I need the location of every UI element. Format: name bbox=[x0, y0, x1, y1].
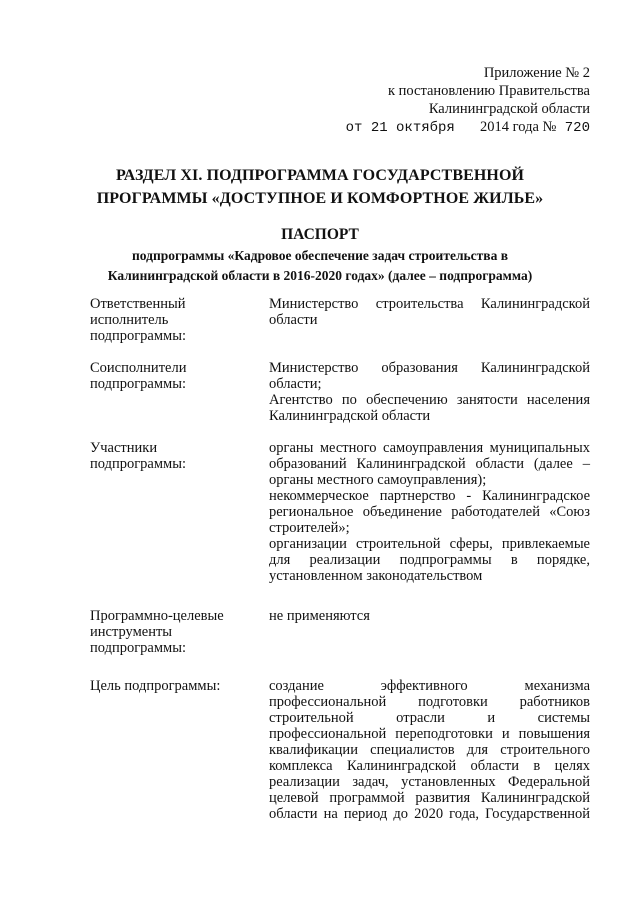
appendix-number: 720 bbox=[564, 120, 590, 136]
row-value-line: региональное объединение работодателей «Союз bbox=[269, 504, 590, 520]
row-label bbox=[90, 608, 250, 656]
passport-subtitle bbox=[60, 246, 580, 286]
row-label-line: Соисполнители bbox=[90, 360, 187, 376]
row-value-line: комплекса Калининградской области в целях bbox=[269, 758, 590, 774]
row-value-line: целевой программой развития Калининградской bbox=[269, 790, 590, 806]
row-label-line: исполнитель bbox=[90, 312, 169, 328]
row-value-line: установленном законодательством bbox=[269, 568, 483, 584]
passport-title: ПАСПОРТ bbox=[281, 226, 359, 243]
appendix-line-3: Калининградской области bbox=[428, 101, 590, 117]
section-title-line-2: ПРОГРАММЫ «ДОСТУПНОЕ И КОМФОРТНОЕ ЖИЛЬЕ» bbox=[96, 190, 544, 207]
row-value-line: профессиональной подготовки работников bbox=[269, 694, 590, 710]
row-label bbox=[90, 296, 250, 344]
section-title-line-1: РАЗДЕЛ XI. ПОДПРОГРАММА ГОСУДАРСТВЕННОЙ bbox=[115, 167, 525, 184]
row-label-line: инструменты bbox=[90, 624, 173, 640]
passport-subtitle-line-1: подпрограммы «Кадровое обеспечение задач строительства в bbox=[131, 248, 508, 263]
row-value-line: области на период до 2020 года, Государственной bbox=[269, 806, 590, 822]
row-label-line: подпрограммы: bbox=[90, 328, 186, 344]
row-value-line: реализации задач, установленных Федеральной bbox=[269, 774, 590, 790]
row-value-line: не применяются bbox=[269, 608, 370, 624]
row-value bbox=[269, 678, 590, 822]
row-value-line: Калининградской области bbox=[269, 408, 431, 424]
row-value bbox=[269, 608, 590, 624]
row-value-line: создание эффективного механизма bbox=[269, 678, 590, 694]
row-value-line: строительной отрасли и системы bbox=[269, 710, 590, 726]
row-value-line: Агентство по обеспечению занятости населения bbox=[269, 392, 590, 408]
row-value bbox=[269, 296, 590, 328]
row-value-line: области bbox=[269, 312, 318, 328]
row-value bbox=[269, 440, 590, 584]
row-value-line: органы местного самоуправления); bbox=[269, 472, 487, 488]
row-value-line: квалификации специалистов для строительного bbox=[269, 742, 590, 758]
row-label-line: подпрограммы: bbox=[90, 456, 186, 472]
row-label-line: Ответственный bbox=[90, 296, 186, 312]
row-value-line: для реализации подпрограммы в порядке, bbox=[269, 552, 590, 568]
appendix-line-2: к постановлению Правительства bbox=[388, 83, 590, 99]
row-label-line: подпрограммы: bbox=[90, 640, 186, 656]
row-value-line: организации строительной сферы, привлекаемые bbox=[269, 536, 590, 552]
appendix-year: 2014 года № bbox=[480, 119, 557, 135]
row-label-line: Цель подпрограммы: bbox=[90, 678, 221, 694]
row-value-line: органы местного самоуправления муниципальных bbox=[269, 440, 590, 456]
row-value-line: профессиональной переподготовки и повышения bbox=[269, 726, 590, 742]
row-value-line: области; bbox=[269, 376, 322, 392]
row-label-line: Участники bbox=[90, 440, 158, 456]
appendix-line-1: Приложение № 2 bbox=[483, 65, 590, 81]
section-title bbox=[60, 164, 580, 210]
appendix-date: от 21 октября bbox=[345, 120, 455, 136]
appendix-block bbox=[330, 64, 590, 137]
row-label-line: Программно-целевые bbox=[90, 608, 224, 624]
row-label-line: подпрограммы: bbox=[90, 376, 186, 392]
row-value-line: строителей»; bbox=[269, 520, 350, 536]
row-label bbox=[90, 440, 250, 472]
row-value-line: Министерство образования Калининградской bbox=[269, 360, 590, 376]
appendix-date-line bbox=[330, 118, 590, 137]
passport-subtitle-line-2: Калининградской области в 2016-2020 годах» (далее – подпрограмма) bbox=[107, 268, 533, 283]
row-value-line: Министерство строительства Калининградской bbox=[269, 296, 590, 312]
row-label bbox=[90, 678, 250, 694]
row-value-line: образований Калининградской области (далее – bbox=[269, 456, 590, 472]
row-value-line: некоммерческое партнерство - Калининградское bbox=[269, 488, 590, 504]
row-label bbox=[90, 360, 250, 392]
row-value bbox=[269, 360, 590, 424]
